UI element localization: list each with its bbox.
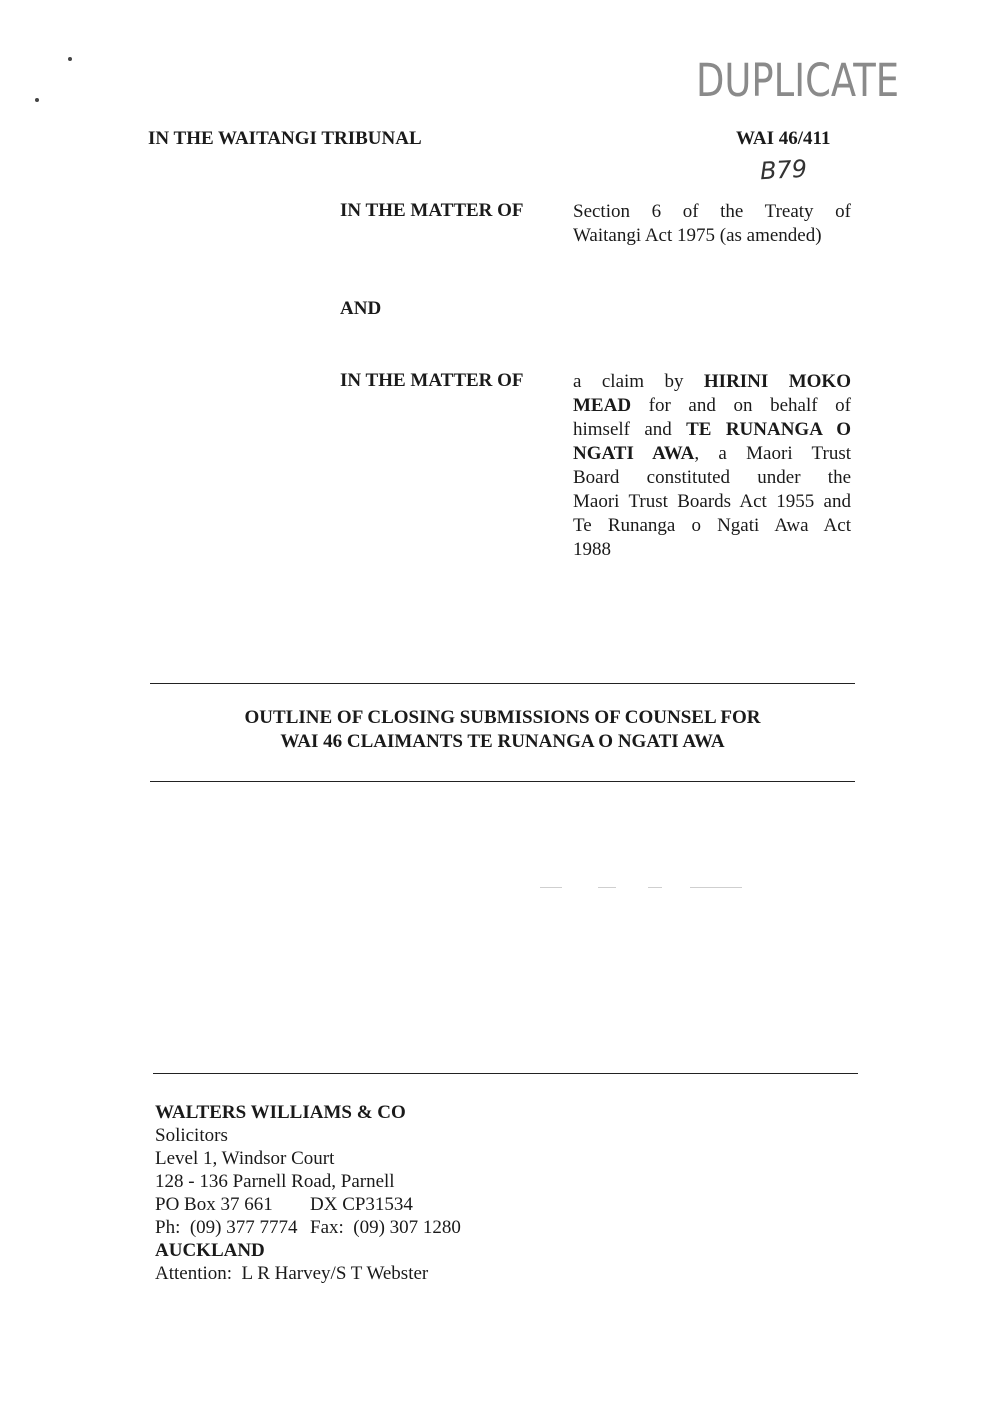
firm-city: AUCKLAND xyxy=(155,1240,265,1261)
firm-role: Solicitors xyxy=(155,1125,228,1146)
firm-name: WALTERS WILLIAMS & CO xyxy=(155,1102,406,1123)
scan-speck xyxy=(35,98,39,102)
firm-postal-line xyxy=(155,1193,461,1216)
firm-contact-line xyxy=(155,1216,461,1239)
matter-description-1 xyxy=(573,200,851,248)
firm-details xyxy=(155,1101,461,1285)
matter-2-line: himself and TE RUNANGA O xyxy=(573,419,851,440)
matter-2-line: a claim by HIRINI MOKO xyxy=(573,371,851,392)
wai-number: WAI 46/411 xyxy=(736,128,831,149)
firm-dx: DX CP31534 xyxy=(310,1194,413,1215)
scan-speck xyxy=(68,57,72,61)
matter-1-line: Waitangi Act 1975 (as amended) xyxy=(573,225,822,246)
scan-artifact xyxy=(598,887,616,888)
matter-description-2 xyxy=(573,370,851,562)
scan-artifact xyxy=(690,887,742,888)
title-top-rule xyxy=(150,683,855,684)
matter-2-line: 1988 xyxy=(573,539,611,560)
handwritten-reference: B79 xyxy=(759,154,808,186)
tribunal-heading: IN THE WAITANGI TRIBUNAL xyxy=(148,128,422,149)
matter-2-line: NGATI AWA, a Maori Trust xyxy=(573,443,851,464)
matter-2-line: Board constituted under the xyxy=(573,467,851,488)
matter-label-2: IN THE MATTER OF xyxy=(340,370,524,391)
and-label: AND xyxy=(340,298,382,319)
duplicate-stamp: DUPLICATE xyxy=(696,54,900,107)
matter-2-line: Te Runanga o Ngati Awa Act xyxy=(573,515,851,536)
firm-fax: Fax: (09) 307 1280 xyxy=(310,1217,461,1238)
firm-address-1: Level 1, Windsor Court xyxy=(155,1148,335,1169)
firm-address-2: 128 - 136 Parnell Road, Parnell xyxy=(155,1171,395,1192)
document-title-line-2: WAI 46 CLAIMANTS TE RUNANGA O NGATI AWA xyxy=(280,731,725,752)
firm-top-rule xyxy=(153,1073,858,1074)
firm-po-box: PO Box 37 661 xyxy=(155,1194,273,1215)
scan-artifact xyxy=(540,887,562,888)
scan-artifact xyxy=(648,887,662,888)
firm-phone: Ph: (09) 377 7774 xyxy=(155,1217,298,1238)
document-title-line-1: OUTLINE OF CLOSING SUBMISSIONS OF COUNSEL FOR xyxy=(244,707,761,728)
matter-label-1: IN THE MATTER OF xyxy=(340,200,524,221)
matter-2-line: Maori Trust Boards Act 1955 and xyxy=(573,491,851,512)
title-bottom-rule xyxy=(150,781,855,782)
matter-1-line: Section 6 of the Treaty of xyxy=(573,201,851,222)
matter-2-line: MEAD for and on behalf of xyxy=(573,395,851,416)
firm-attention: Attention: L R Harvey/S T Webster xyxy=(155,1263,429,1284)
document-title xyxy=(150,706,855,754)
